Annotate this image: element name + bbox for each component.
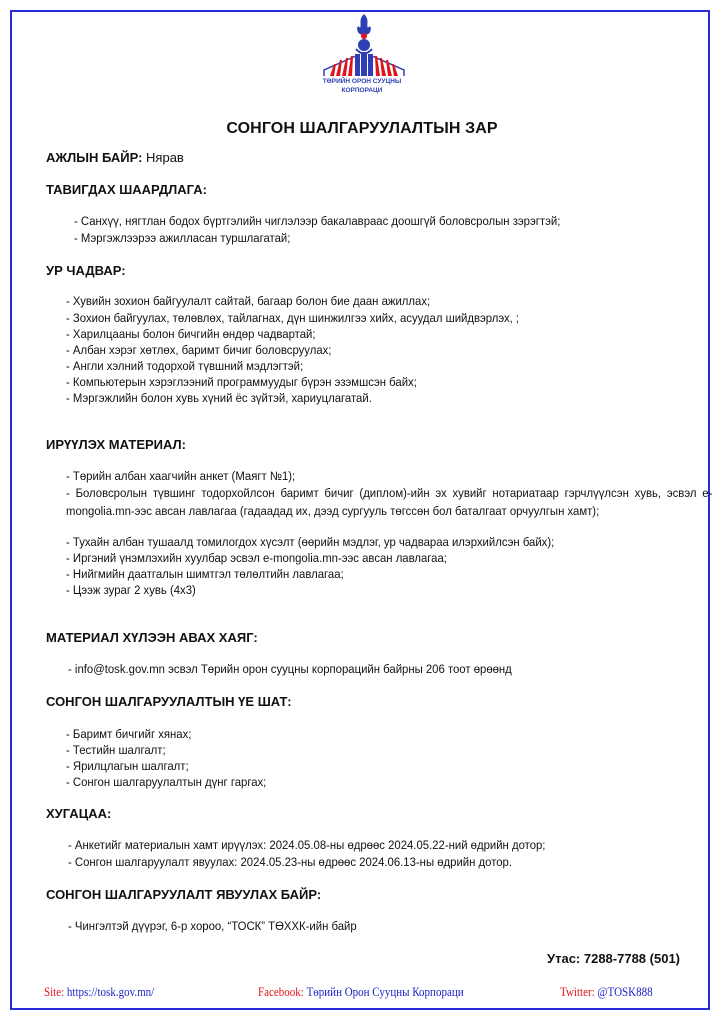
list-item: - Албан хэрэг хөтлөх, баримт бичиг боловсруулах; — [66, 343, 332, 357]
footer-facebook-link[interactable]: Төрийн Орон Сууцны Корпораци — [306, 985, 464, 999]
list-item: - Сонгон шалгаруулалт явуулах: 2024.05.23-ны өдрөөс 2024.06.13-ны өдрийн дотор. — [68, 855, 513, 869]
logo-caption-line2: КОРПОРАЦИ — [341, 87, 383, 94]
list-item: - Сонгон шалгаруулалтын дүнг гаргах; — [66, 775, 267, 789]
position-label: АЖЛЫН БАЙР: — [46, 150, 143, 165]
venue-heading: СОНГОН ШАЛГАРУУЛАЛТ ЯВУУЛАХ БАЙР: — [46, 887, 322, 902]
footer-facebook-label: Facebook: — [258, 985, 304, 999]
list-item: - Англи хэлний тодорхой түвшний мэдлэгтэй; — [66, 359, 304, 373]
list-item: - Зохион байгуулах, төлөвлөх, тайлагнах, дүн шинжилгээ хийх, асуудал шийдвэрлэх, ; — [66, 311, 520, 325]
list-item: - Баримт бичгийг хянах; — [66, 727, 192, 741]
position-value: Нярав — [146, 150, 184, 165]
logo-caption — [300, 77, 424, 95]
list-item: - Ярилцлагын шалгалт; — [66, 759, 189, 773]
page-title: СОНГОН ШАЛГАРУУЛАЛТЫН ЗАР — [226, 120, 498, 137]
footer-twitter-link[interactable]: @TOSK888 — [597, 985, 653, 999]
list-item: - Мэргэжлээрээ ажилласан туршлагатай; — [74, 231, 291, 245]
list-item: - Боловсролын түвшинг тодорхойлсон баримт бичиг (диплом)-ийн эх хувийг нотариатаар гэрчлүүлсэн хувь, эсвэл e-mongolia.mn-ээс авсан лавлагаа (гадаадад их, дээд сургууль төгссөн бол баталгаат орчуулгын хамт); — [66, 486, 713, 518]
list-item: - Иргэний үнэмлэхийн хуулбар эсвэл e-mongolia.mn-ээс авсан лавлагаа; — [66, 551, 447, 565]
address-heading: МАТЕРИАЛ ХҮЛЭЭН АВАХ ХАЯГ: — [46, 630, 258, 645]
materials-heading: ИРҮҮЛЭХ МАТЕРИАЛ: — [46, 437, 186, 452]
list-item: - info@tosk.gov.mn эсвэл Төрийн орон сууцны корпорацийн байрны 206 тоот өрөөнд — [68, 662, 512, 676]
footer-site-link[interactable]: https://tosk.gov.mn/ — [66, 985, 155, 999]
list-item: - Мэргэжлийн болон хувь хүний ёс зүйтэй, хариуцлагатай. — [66, 391, 372, 405]
footer-site-label: Site: — [44, 985, 65, 999]
list-item: - Чингэлтэй дүүрэг, 6-р хороо, “ТОСК” ТӨХХК-ийн байр — [68, 919, 357, 933]
list-item: - Цээж зураг 2 хувь (4x3) — [66, 583, 196, 597]
phone-number: Утас: 7288-7788 (501) — [547, 951, 680, 966]
list-item: - Анкетийг материалын хамт ирүүлэх: 2024.05.08-ны өдрөөс 2024.05.22-ний өдрийн дотор; — [68, 838, 546, 852]
position-line — [46, 150, 184, 165]
stages-heading: СОНГОН ШАЛГАРУУЛАЛТЫН ҮЕ ШАТ: — [46, 694, 292, 709]
footer-twitter[interactable] — [560, 985, 653, 1000]
footer-site[interactable] — [44, 985, 154, 1000]
deadline-heading: ХУГАЦАА: — [46, 806, 112, 821]
requirements-heading: ТАВИГДАХ ШААРДЛАГА: — [46, 182, 207, 197]
list-item: - Нийгмийн даатгалын шимтгэл төлөлтийн лавлагаа; — [66, 567, 344, 581]
footer-twitter-label: Twitter: — [560, 985, 595, 999]
list-item: - Санхүү, нягтлан бодох бүртгэлийн чиглэлээр бакалавраас доошгүй боловсролын зэрэгтэй; — [74, 214, 561, 228]
list-item: - Тухайн албан тушаалд томилогдох хүсэлт (өөрийн мэдлэг, ур чадвараа илэрхийлсэн байх); — [66, 535, 555, 549]
list-item: - Хувийн зохион байгуулалт сайтай, багаар болон бие даан ажиллах; — [66, 294, 431, 308]
skills-heading: УР ЧАДВАР: — [46, 263, 126, 278]
list-item: - Харилцааны болон бичгийн өндөр чадвартай; — [66, 327, 316, 341]
list-item: - Төрийн албан хаагчийн анкет (Маягт №1); — [66, 469, 296, 483]
list-item: - Компьютерын хэрэглээний программуудыг бүрэн эзэмшсэн байх; — [66, 375, 417, 389]
list-item: - Тестийн шалгалт; — [66, 743, 166, 757]
footer-facebook[interactable] — [258, 985, 464, 1000]
logo-caption-line1: ТӨРИЙН ОРОН СУУЦНЫ — [322, 78, 402, 85]
